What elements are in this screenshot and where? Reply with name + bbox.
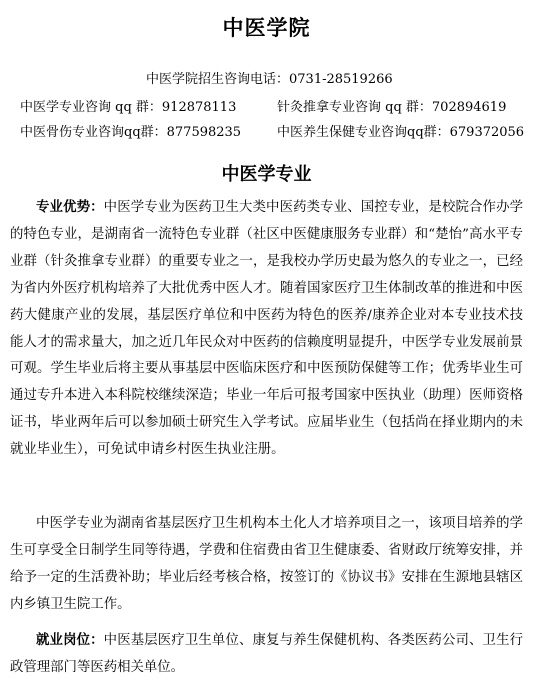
- qq-group-acupuncture: 针灸推拿专业咨询 qq 群：702894619: [277, 100, 507, 115]
- advantage-text: 中医学专业为医药卫生大类中医药类专业、国控专业，是校院合作办学的特色专业，是湖南省一流特色专业群（社区中医健康服务专业群）和“楚怡”高水平专业群（针灸推拿专业群）的重要专业之一，是我校办学历史最为悠久的专业之一，已经为省内外医疗机构培养了大批优秀中医人才。随着国家医疗卫生体制改革的推进和中医药大健康产业的发展，基层医疗单位和中医药为特色的医养/康养企业对本专业技术技能人才的需求量大，加之近几年民众对中医药的信赖度明显提升，中医学专业发展前景可观。学生毕业后将主要从事基层中医临床医疗和中医预防保健等工作；优秀毕业生可通过专升本进入本科院校继续深造；毕业一年后可报考国家中医执业（助理）医师资格证书，毕业两年后可以参加硕士研究生入学考试。应届毕业生（包括尚在择业期内的未就业毕业生），可免试申请乡村医生执业注册。: [10, 200, 524, 458]
- advantage-paragraph: [10, 195, 523, 464]
- section-title: 中医学专业: [221, 164, 312, 185]
- page-title: 中医学院: [222, 16, 311, 40]
- jobs-label: 就业岗位：: [36, 633, 104, 648]
- project-paragraph: 中医学专业为湖南省基层医疗卫生机构本土化人才培养项目之一，该项目培养的学生可享受全日制学生同等待遇，学费和住宿费由省卫生健康委、省财政厅统筹安排，并给予一定的生活费补助；毕业后经考核合格，按签订的《协议书》安排在生源地县辖区内乡镇卫生院工作。: [10, 516, 523, 612]
- qq-group-tcm: 中医学专业咨询 qq 群：912878113: [20, 100, 237, 115]
- advantage-label: 专业优势：: [36, 200, 104, 215]
- qq-group-orthopedics: 中医骨伤专业咨询qq群：877598235: [20, 125, 242, 140]
- jobs-paragraph: [10, 628, 523, 682]
- jobs-text: 中医基层医疗卫生单位、康复与养生保健机构、各类医药公司、卫生行政管理部门等医药相关单位。: [10, 633, 524, 675]
- qq-group-health-care: 中医养生保健专业咨询qq群：679372056: [277, 125, 525, 140]
- admission-phone: 中医学院招生咨询电话：0731-28519266: [146, 72, 393, 87]
